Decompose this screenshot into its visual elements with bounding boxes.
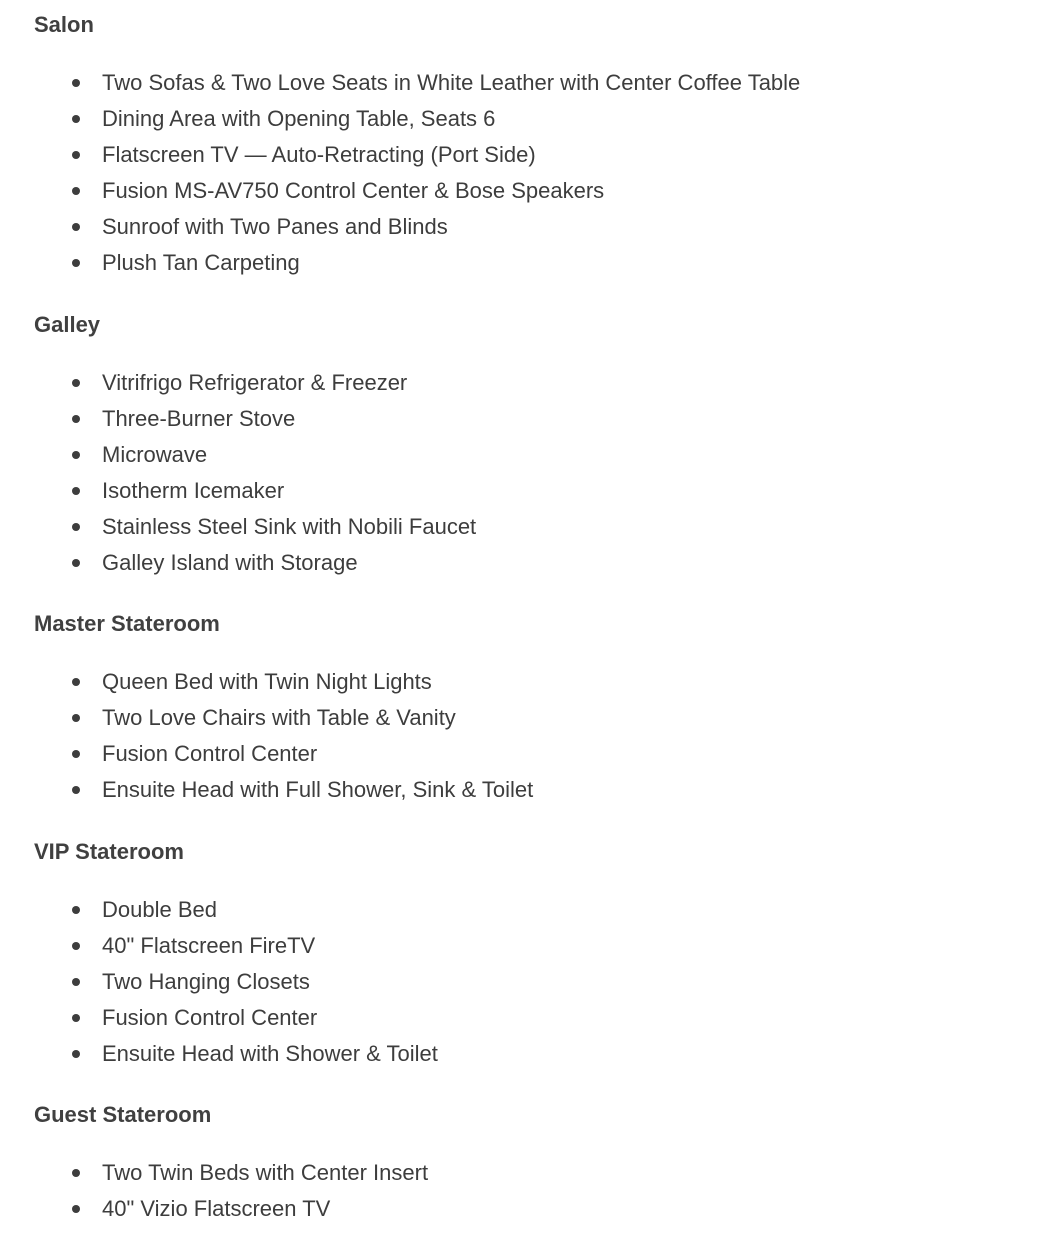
bullet-icon [72,678,80,686]
bullet-icon [72,906,80,914]
bullet-icon [72,1050,80,1058]
bullet-icon [72,559,80,567]
bullet-icon [72,79,80,87]
bullet-icon [72,714,80,722]
bullet-icon [72,786,80,794]
bullet-icon [72,750,80,758]
bullet-icon [72,1205,80,1213]
bullet-icon [72,379,80,387]
bullet-icon [72,1169,80,1177]
bullet-icon [72,151,80,159]
bullet-icon [72,223,80,231]
bullet-icon [72,451,80,459]
bullet-icon [72,978,80,986]
section-title-vip-stateroom: VIP Stateroom [34,839,184,864]
section-title-master-stateroom: Master Stateroom [34,611,220,636]
bullet-icon [72,942,80,950]
bullet-icon [72,259,80,267]
bullet-icon [72,1014,80,1022]
bullet-icon [72,187,80,195]
section-title-guest-stateroom: Guest Stateroom [34,1102,212,1127]
bullet-icon [72,415,80,423]
bullet-icon [72,523,80,531]
bullet-icon [72,115,80,123]
section-title-galley: Galley [34,312,101,337]
bullet-icon [72,487,80,495]
section-title-salon: Salon [34,12,94,37]
